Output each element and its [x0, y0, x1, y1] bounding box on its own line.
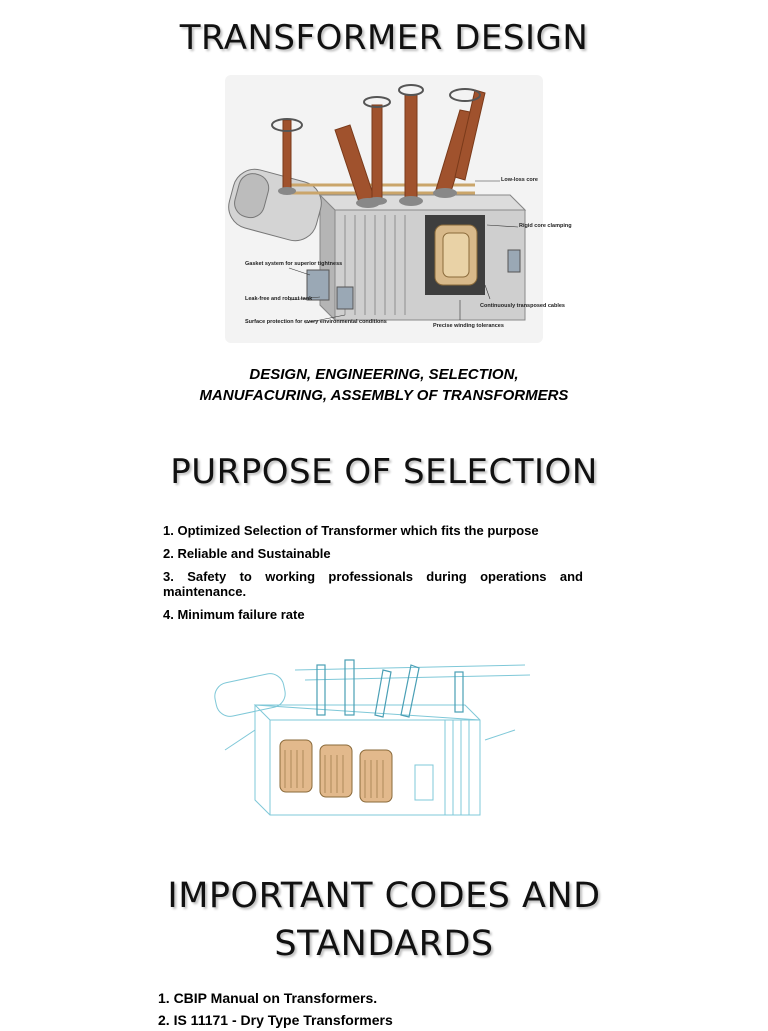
- slide-title-purpose-of-selection: PURPOSE OF SELECTION: [170, 452, 598, 492]
- list-item: 3. Safety to working professionals during operations and maintenance.: [163, 569, 583, 599]
- callout-leak-free-tank: Leak-free and robust tank: [245, 296, 313, 302]
- list-item: 2. Reliable and Sustainable: [163, 546, 331, 561]
- callout-precise-winding: Precise winding tolerances: [433, 323, 504, 329]
- list-item: 1. CBIP Manual on Transformers.: [158, 990, 378, 1006]
- callout-rigid-core-clamping: Rigid core clamping: [519, 223, 572, 229]
- purpose-list: [163, 523, 583, 630]
- callout-gasket-system: Gasket system for superior tightness: [245, 261, 343, 267]
- callout-continuously-transposed-cables: Continuously transposed cables: [480, 303, 565, 309]
- slide-title-transformer-design: TRANSFORMER DESIGN: [179, 18, 589, 58]
- codes-list: [158, 987, 578, 1031]
- list-item: 2. IS 11171 - Dry Type Transformers: [158, 1012, 393, 1028]
- slide-title-important-codes: [0, 872, 768, 968]
- list-item: 4. Minimum failure rate: [163, 607, 305, 622]
- callout-surface-protection: Surface protection for every environmental conditions: [245, 319, 387, 325]
- title-line-1: IMPORTANT CODES AND: [167, 876, 601, 916]
- list-item: 1. Optimized Selection of Transformer which fits the purpose: [163, 523, 539, 538]
- power-transformer-cutaway-image: [225, 75, 572, 343]
- transformer-wireframe-image: [205, 660, 535, 830]
- subtitle-line-2: MANUFACURING, ASSEMBLY OF TRANSFORMERS: [199, 387, 569, 404]
- title-line-2: STANDARDS: [274, 924, 494, 964]
- subtitle-line-1: DESIGN, ENGINEERING, SELECTION,: [249, 366, 519, 383]
- callout-low-loss-core: Low-loss core: [501, 177, 538, 183]
- slide-subtitle: [0, 364, 768, 406]
